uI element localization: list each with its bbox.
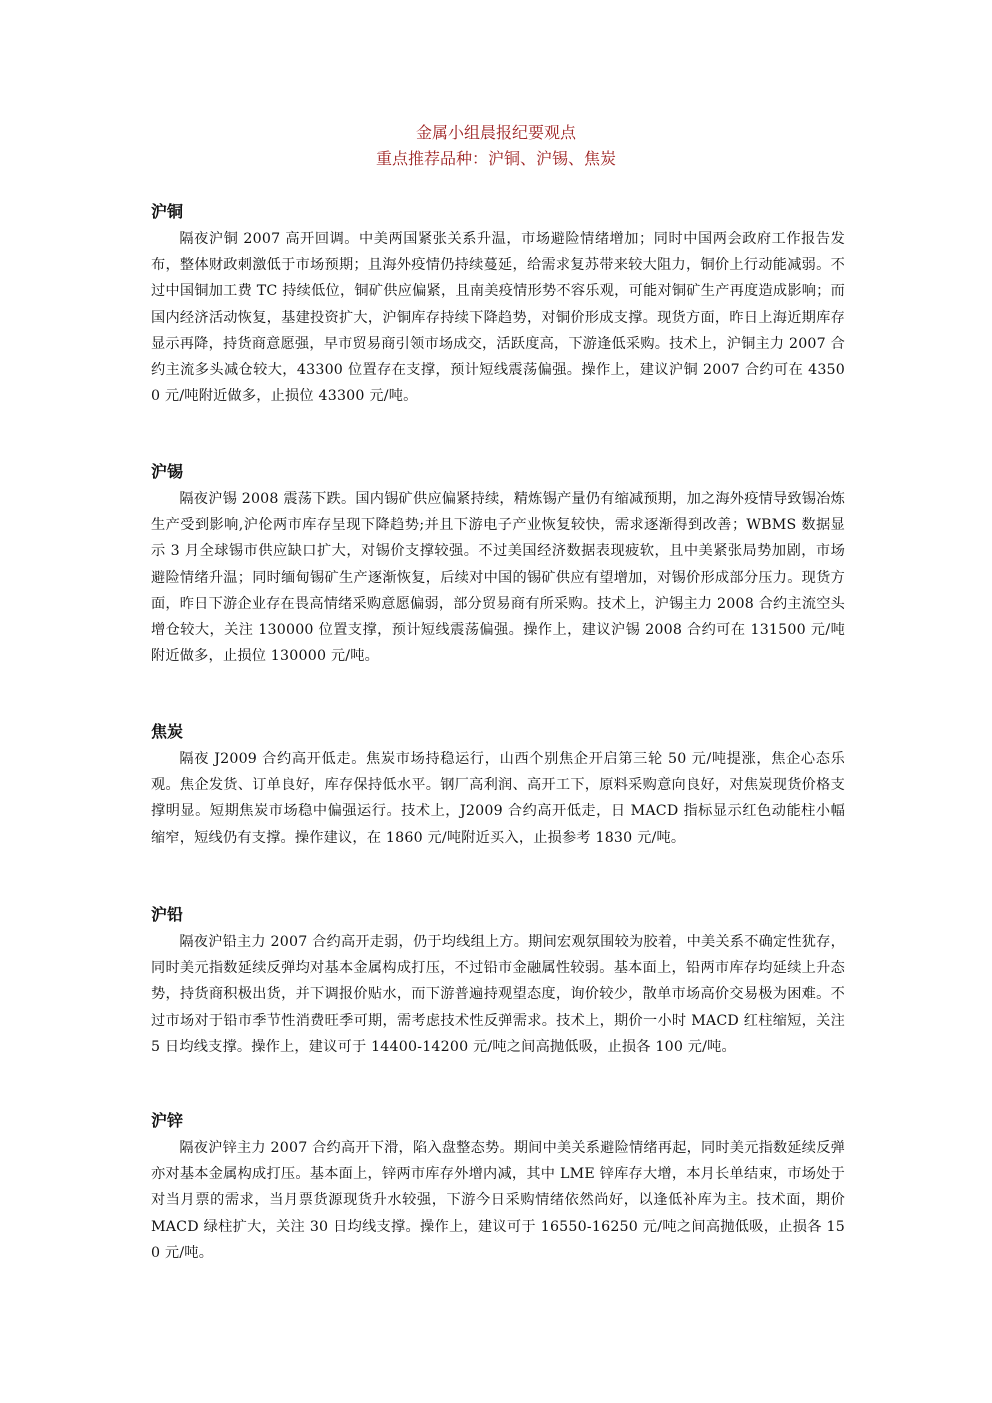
- section-body-zinc: 隔夜沪锌主力 2007 合约高开下滑，陷入盘整态势。期间中美关系避险情绪再起，同时美元指数延续反弹亦对基本金属构成打压。基本面上，锌两市库存外增内减，其中 LME 锌库存大增，本月长单结束，市场处于对当月票的需求，当月票货源现货升水较强，下游今日采购情绪依然尚好，以逢低补库为主。技术面，期价 MACD 绿柱扩大，关注 30 日均线支撑。操作上，建议可于 16550-16250 元/吨之间高抛低吸，止损各 150 元/吨。: [151, 1140, 845, 1261]
- section-heading-coke: 焦炭: [151, 722, 184, 741]
- section-zinc: [151, 1109, 845, 1266]
- section-body-tin: 隔夜沪锡 2008 震荡下跌。国内锡矿供应偏紧持续，精炼锡产量仍有缩减预期，加之海外疫情导致锡冶炼生产受到影响,沪伦两市库存呈现下降趋势;并且下游电子产业恢复较快，需求逐渐得到改善；WBMS 数据显示 3 月全球锡市供应缺口扩大，对锡价支撑较强。不过美国经济数据表现疲软，且中美紧张局势加剧，市场避险情绪升温；同时缅甸锡矿生产逐渐恢复，后续对中国的锡矿供应有望增加，对锡价形成部分压力。现货方面，昨日下游企业存在畏高情绪采购意愿偏弱，部分贸易商有所采购。技术上，沪锡主力 2008 合约主流空头增仓较大，关注 130000 位置支撑，预计短线震荡偏强。操作上，建议沪锡 2008 合约可在 131500 元/吨附近做多，止损位 130000 元/吨。: [151, 491, 845, 665]
- section-copper: [151, 200, 845, 409]
- section-tin: [151, 460, 845, 669]
- section-heading-copper: 沪铜: [151, 202, 184, 221]
- report-title: 金属小组晨报纪要观点: [415, 123, 576, 142]
- section-lead: [151, 903, 845, 1060]
- section-heading-tin: 沪锡: [151, 462, 184, 481]
- section-body-coke: 隔夜 J2009 合约高开低走。焦炭市场持稳运行，山西个别焦企开启第三轮 50 元/吨提涨，焦企心态乐观。焦企发货、订单良好，库存保持低水平。钢厂高利润、高开工下，原料采购意向良好，对焦炭现货价格支撑明显。短期焦炭市场稳中偏强运行。技术上，J2009 合约高开低走，日 MACD 指标显示红色动能柱小幅缩窄，短线仍有支撑。操作建议，在 1860 元/吨附近买入，止损参考 1830 元/吨。: [151, 751, 845, 846]
- section-heading-zinc: 沪锌: [151, 1111, 184, 1130]
- report-subtitle: 重点推荐品种：沪铜、沪锡、焦炭: [375, 149, 616, 168]
- section-body-copper: 隔夜沪铜 2007 高开回调。中美两国紧张关系升温，市场避险情绪增加；同时中国两会政府工作报告发布，整体财政刺激低于市场预期；且海外疫情仍持续蔓延，给需求复苏带来较大阻力，铜价上行动能减弱。不过中国铜加工费 TC 持续低位，铜矿供应偏紧，且南美疫情形势不容乐观，可能对铜矿生产再度造成影响；而国内经济活动恢复，基建投资扩大，沪铜库存持续下降趋势，对铜价形成支撑。现货方面，昨日上海近期库存显示再降，持货商意愿强，早市贸易商引领市场成交，活跃度高，下游逢低采购。技术上，沪铜主力 2007 合约主流多头减仓较大，43300 位置存在支撑，预计短线震荡偏强。操作上，建议沪铜 2007 合约可在 43500 元/吨附近做多，止损位 43300 元/吨。: [151, 231, 845, 405]
- section-coke: [151, 720, 845, 851]
- section-heading-lead: 沪铅: [151, 905, 184, 924]
- report-title-block: [0, 120, 992, 172]
- section-body-lead: 隔夜沪铅主力 2007 合约高开走弱，仍于均线组上方。期间宏观氛围较为胶着，中美关系不确定性犹存，同时美元指数延续反弹均对基本金属构成打压，不过铅市金融属性较弱。基本面上，铅两市库存均延续上升态势，持货商积极出货，并下调报价贴水，而下游普遍持观望态度，询价较少，散单市场高价交易极为困难。不过市场对于铅市季节性消费旺季可期，需考虑技术性反弹需求。技术上，期价一小时 MACD 红柱缩短，关注 5 日均线支撑。操作上，建议可于 14400-14200 元/吨之间高抛低吸，止损各 100 元/吨。: [151, 934, 845, 1055]
